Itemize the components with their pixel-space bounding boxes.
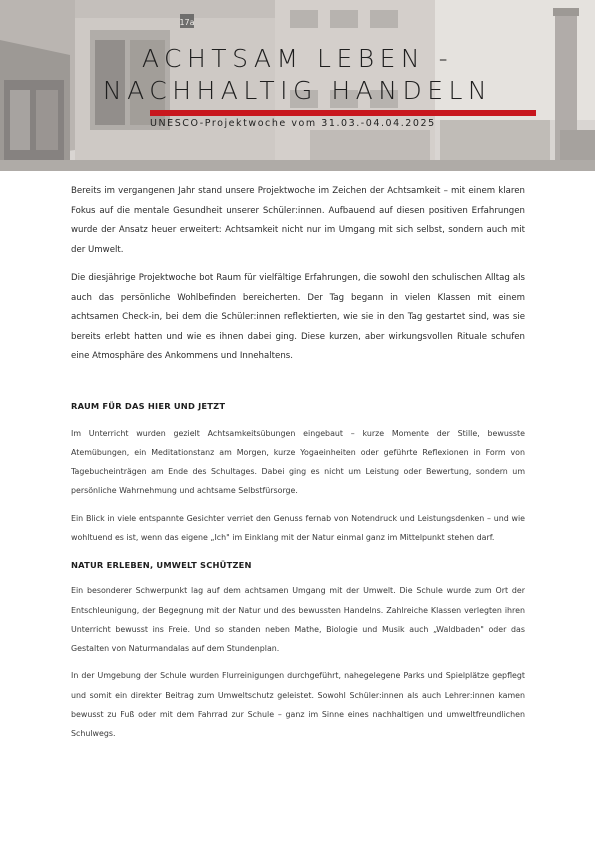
page-title-line-2: NACHHALTIG HANDELN (102, 76, 493, 105)
page-title-line-1: ACHTSAM LEBEN - (141, 44, 454, 73)
section1-paragraph-2: Ein Blick in viele entspannte Gesichter verriet den Genuss fernab von Notendruck und Leistungsdenken – und wie wohltuend es ist, wenn das eigene „Ich" im Einklang mit der Natur einmal ganz im Mittelpunkt stehen darf. (71, 513, 525, 542)
title-block (0, 0, 595, 171)
article-body (71, 182, 525, 752)
section1-paragraph-1: Im Unterricht wurden gezielt Achtsamkeitsübungen eingebaut – kurze Momente der Stille, bewusste Atemübungen, ein Meditationstanz am Morgen, kurze Yogaeinheiten oder geführte Reflexionen in Form von Tagebucheinträgen am Ende des Schultages. Dabei ging es nicht um Leistung oder Bewertung, sondern um persönliche Wahrnehmung und achtsame Selbstfürsorge. (71, 428, 525, 496)
section-heading-raum: RAUM FÜR DAS HIER UND JETZT (71, 400, 226, 411)
section-heading-natur: NATUR ERLEBEN, UMWELT SCHÜTZEN (71, 560, 252, 571)
accent-bar (150, 110, 536, 116)
page-subtitle: UNESCO-Projektwoche vom 31.03.-04.04.2025 (150, 118, 436, 129)
building-number: 17a (179, 18, 195, 27)
intro-paragraph-1: Bereits im vergangenen Jahr stand unsere Projektwoche im Zeichen der Achtsamkeit – mit einem klaren Fokus auf die mentale Gesundheit unserer Schüler:innen. Aufbauend auf diesen positiven Erfahrungen wurde der Ansatz heuer erweitert: Achtsamkeit nicht nur im Umgang mit sich selbst, sondern auch mit der Umwelt. (71, 186, 525, 255)
section2-paragraph-1: Ein besonderer Schwerpunkt lag auf dem achtsamen Umgang mit der Umwelt. Die Schule wurde zum Ort der Entschleunigung, der Begegnung mit der Natur und des bewussten Handelns. Zahlreiche Klassen verlegten ihren Unterricht bewusst ins Freie. Und so standen neben Mathe, Biologie und Musik auch „Waldbaden" oder das Gestalten von Naturmandalas auf dem Stundenplan. (71, 586, 525, 654)
intro-paragraph-2: Die diesjährige Projektwoche bot Raum für vielfältige Erfahrungen, die sowohl den schulischen Alltag als auch das persönliche Wohlbefinden bereicherten. Der Tag begann in vielen Klassen mit einem achtsamen Check-in, bei dem die Schüler:innen reflektierten, wie sie in den Tag gestartet sind, was sie bereits erlebt hatten und wie es ihnen dabei ging. Diese kurzen, aber wirkungsvollen Rituale schufen eine Atmosphäre des Ankommens und Innehaltens. (71, 273, 525, 361)
section2-paragraph-2: In der Umgebung der Schule wurden Flurreinigungen durchgeführt, nahegelegene Parks und Spielplätze gepflegt und somit ein direkter Beitrag zum Umweltschutz geleistet. Sowohl Schüler:innen als auch Lehrer:innen kamen bewusst zu Fuß oder mit dem Fahrrad zur Schule – ganz im Sinne eines nachhaltigen und umweltfreundlichen Schulwegs. (71, 671, 525, 739)
